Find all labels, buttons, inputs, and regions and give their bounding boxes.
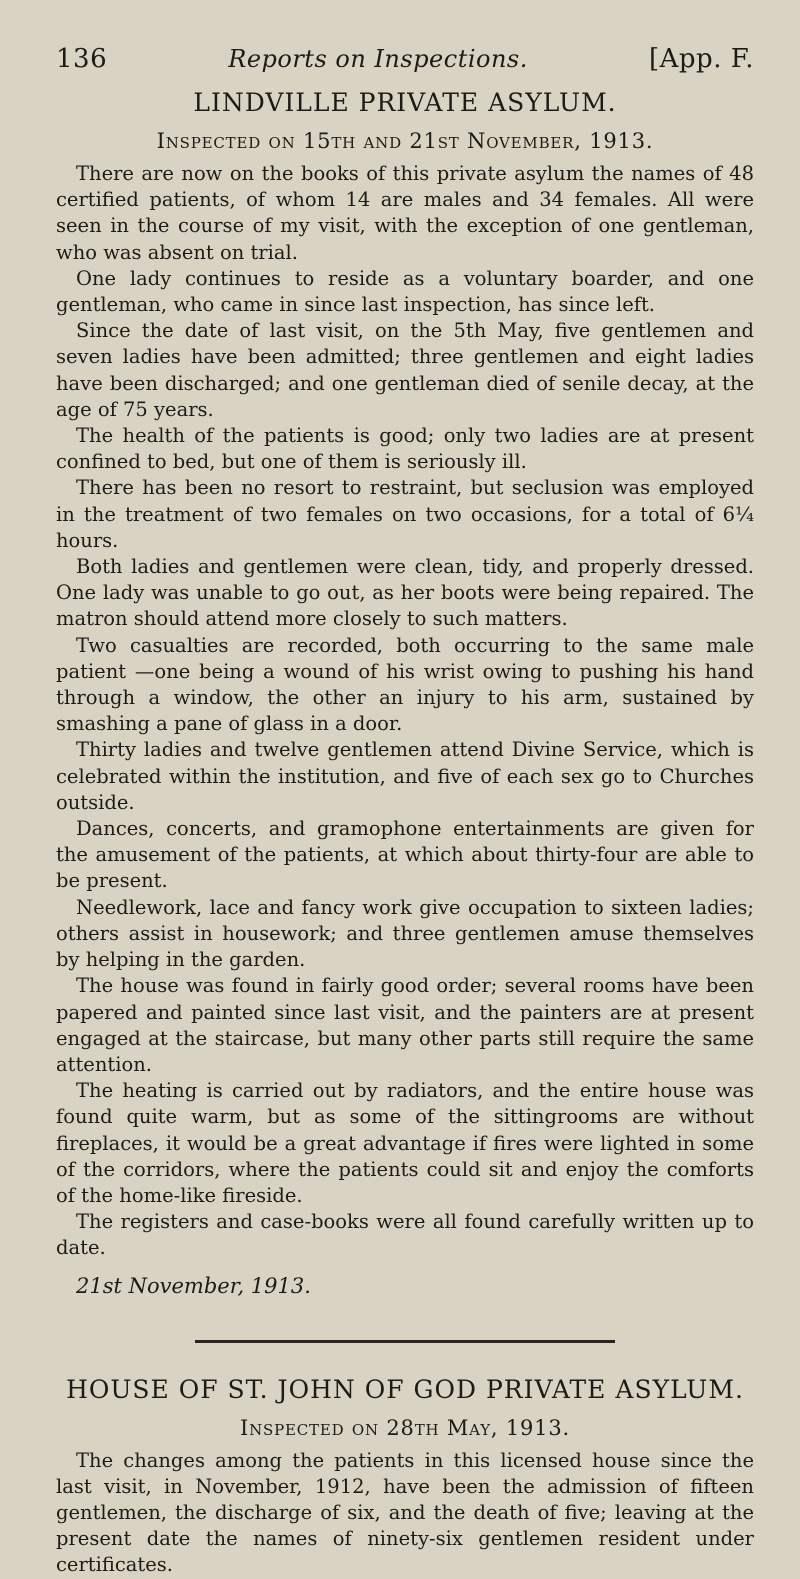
paragraph: There are now on the books of this private asylum the names of 48 certified patients, of whom 14 are males and 34 females. All were seen in the course of my visit, with the exception of one gentleman, who was absent on trial.	[56, 162, 754, 264]
section-title-lindville: LINDVILLE PRIVATE ASYLUM.	[193, 88, 617, 117]
paragraph: Since the date of last visit, on the 5th May, five gentlemen and seven ladies have been admitted; three gentlemen and eight ladies have been discharged; and one gentleman died of senile decay, at the age of 75 years.	[56, 319, 754, 421]
paragraph: Dances, concerts, and gramophone entertainments are given for the amusement of the patients, at which about thirty-four are able to be present.	[56, 817, 754, 893]
paragraph: The changes among the patients in this licensed house since the last visit, in November, 1912, have been the admission of fifteen gentlemen, the discharge of six, and the death of five; leaving at the present date the names of ninety-six gentlemen resident under certificates.	[56, 1448, 754, 1577]
paragraph: Needlework, lace and fancy work give occupation to sixteen ladies; others assist in housework; and three gentlemen amuse themselves by helping in the garden.	[56, 895, 754, 972]
paragraph: There has been no resort to restraint, but seclusion was employed in the treatment of two females on two occasions, for a total of 6¼ hours.	[56, 476, 754, 552]
section-body-lindville	[56, 161, 754, 1262]
appendix-label: [App. F.	[648, 44, 754, 74]
page-number: 136	[56, 44, 108, 74]
paragraph: Two casualties are recorded, both occurring to the same male patient —one being a wound of his wrist owing to pushing his hand through a window, the other an injury to his arm, sustained by smashing a pane of glass in a door.	[56, 633, 754, 736]
signature-date: 21st November, 1913.	[76, 1273, 311, 1298]
paragraph: One lady continues to reside as a voluntary boarder, and one gentleman, who came in since last inspection, has since left.	[56, 266, 754, 317]
running-title: Reports on Inspections.	[228, 45, 528, 73]
paragraph: The health of the patients is good; only two ladies are at present confined to bed, but one of them is seriously ill.	[56, 424, 754, 474]
paragraph: The heating is carried out by radiators, and the entire house was found quite warm, but as some of the sittingrooms are without fireplaces, it would be a great advantage if fires were lighted in some of the corridors, where the patients could sit and enjoy the comforts of the home-like fireside.	[56, 1079, 754, 1207]
section-title-st-john: HOUSE OF ST. JOHN OF GOD PRIVATE ASYLUM.	[66, 1374, 744, 1404]
paragraph: Both ladies and gentlemen were clean, tidy, and properly dressed. One lady was unable to go out, as her boots were being repaired. The matron should attend more closely to such matters.	[56, 555, 754, 631]
inspection-date-lindville: Inspected on 15th and 21st November, 1913.	[156, 129, 654, 153]
section-divider	[195, 1340, 615, 1343]
section-body-st-john	[56, 1448, 754, 1579]
paragraph: The registers and case-books were all found carefully written up to date.	[56, 1210, 754, 1260]
running-head	[56, 44, 754, 74]
paragraph: Thirty ladies and twelve gentlemen attend Divine Service, which is celebrated within the institution, and five of each sex go to Churches outside.	[56, 738, 754, 814]
paragraph: The house was found in fairly good order; several rooms have been papered and painted since last visit, and the painters are at present engaged at the staircase, but many other parts still require the same attention.	[56, 974, 754, 1076]
inspection-date-st-john: Inspected on 28th May, 1913.	[240, 1415, 570, 1440]
